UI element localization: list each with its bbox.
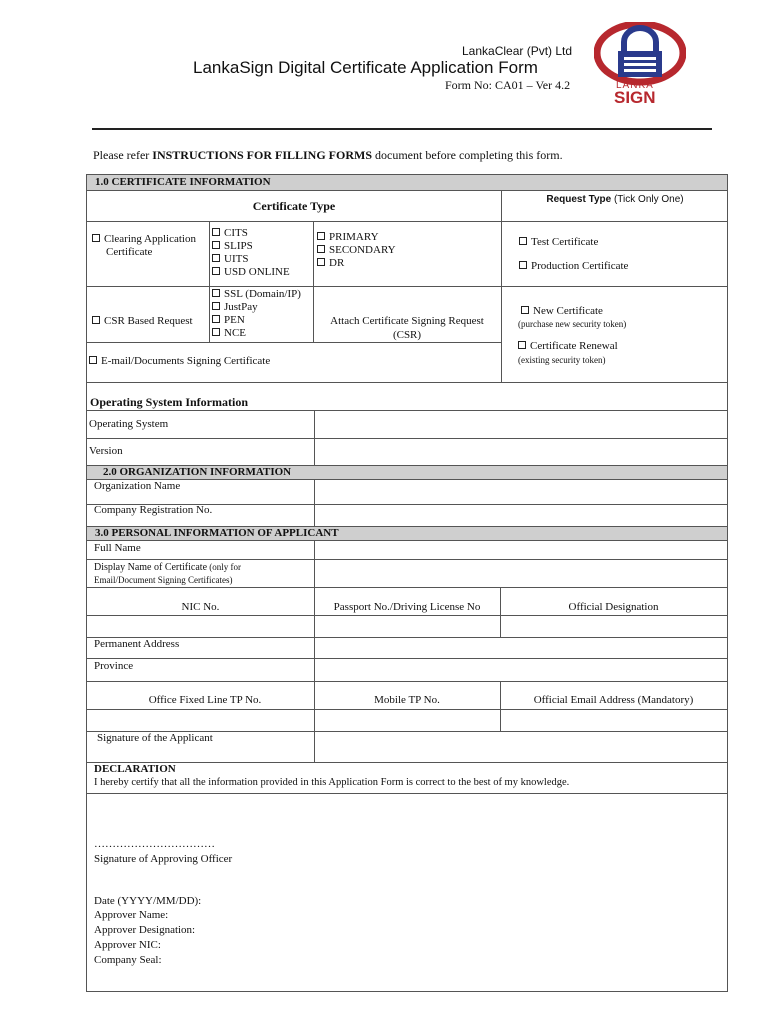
designation-input[interactable] xyxy=(501,616,727,637)
full-name-label: Full Name xyxy=(94,542,141,554)
attach-csr-line-1: Attach Certificate Signing Request xyxy=(330,315,484,327)
option-nce[interactable] xyxy=(212,327,301,340)
company-seal: Company Seal: xyxy=(94,954,162,966)
option-justpay[interactable] xyxy=(212,301,301,314)
checkbox-new-certificate[interactable] xyxy=(521,306,529,314)
option-dr-label: DR xyxy=(329,257,345,269)
checkbox-cits[interactable] xyxy=(212,228,220,236)
option-primary-label: PRIMARY xyxy=(329,231,379,243)
option-slips[interactable] xyxy=(212,240,290,253)
checkbox-email-signing[interactable] xyxy=(89,356,97,364)
checkbox-production-certificate[interactable] xyxy=(519,261,527,269)
option-pen-label: PEN xyxy=(224,314,245,326)
checkbox-csr-based[interactable] xyxy=(92,316,100,324)
designation-label: Official Designation xyxy=(568,601,659,613)
clearing-application-checkbox[interactable] xyxy=(92,234,100,242)
nic-input[interactable] xyxy=(87,616,314,637)
option-uits-label: UITS xyxy=(224,253,249,265)
certificate-type-header: Certificate Type xyxy=(252,199,336,213)
passport-input[interactable] xyxy=(315,616,500,637)
lankasign-logo xyxy=(594,22,686,108)
mobile-input[interactable] xyxy=(315,710,500,731)
province-input[interactable] xyxy=(315,659,727,681)
approver-nic: Approver NIC: xyxy=(94,939,161,951)
company-reg-label: Company Registration No. xyxy=(94,504,213,516)
renewal-label: Certificate Renewal xyxy=(530,340,618,352)
option-usd-online-label: USD ONLINE xyxy=(224,266,290,278)
option-new-certificate[interactable] xyxy=(521,305,603,317)
os-label: Operating System xyxy=(89,418,169,430)
approving-officer-signature: Signature of Approving Officer xyxy=(94,853,233,865)
instruction-prefix: Please refer xyxy=(93,148,153,162)
org-name-input[interactable] xyxy=(315,481,727,504)
section-certificate-info: 1.0 CERTIFICATE INFORMATION xyxy=(87,175,727,191)
os-input[interactable] xyxy=(315,411,727,438)
request-type-rest: (Tick Only One) xyxy=(611,194,684,205)
form-number: Form No: CA01 – Ver 4.2 xyxy=(445,78,571,92)
display-name-label-2: Email/Document Signing Certificates) xyxy=(94,575,233,585)
address-label: Permanent Address xyxy=(94,638,180,650)
section-personal-info: 3.0 PERSONAL INFORMATION OF APPLICANT xyxy=(87,527,727,541)
option-nce-label: NCE xyxy=(224,327,246,339)
mobile-label: Mobile TP No. xyxy=(374,694,440,706)
clearing-application-label-2: Certificate xyxy=(106,246,153,258)
email-label: Official Email Address (Mandatory) xyxy=(533,694,694,706)
production-certificate-label: Production Certificate xyxy=(531,260,629,272)
new-certificate-note: (purchase new security token) xyxy=(518,319,627,329)
display-name-label xyxy=(94,561,241,587)
company-name: LankaClear (Pvt) Ltd xyxy=(462,44,573,58)
nic-label: NIC No. xyxy=(181,601,220,613)
option-justpay-label: JustPay xyxy=(224,301,258,313)
clearing-application-label: Clearing Application xyxy=(104,233,196,245)
option-email-signing[interactable] xyxy=(89,355,270,367)
logo-text-lanka: LANKA xyxy=(616,80,654,91)
fixed-line-input[interactable] xyxy=(87,710,314,731)
checkbox-uits[interactable] xyxy=(212,254,220,262)
option-uits[interactable] xyxy=(212,253,290,266)
checkbox-nce[interactable] xyxy=(212,328,220,336)
environment-options-list xyxy=(317,231,396,270)
clearing-application-option[interactable] xyxy=(92,233,196,259)
email-input[interactable] xyxy=(501,710,727,731)
checkbox-justpay[interactable] xyxy=(212,302,220,310)
passport-label: Passport No./Driving License No xyxy=(333,601,481,613)
option-csr-based[interactable] xyxy=(92,315,193,327)
option-secondary-label: SECONDARY xyxy=(329,244,396,256)
version-input[interactable] xyxy=(315,439,727,465)
checkbox-secondary[interactable] xyxy=(317,245,325,253)
display-name-note: (only for xyxy=(207,562,242,572)
new-certificate-label: New Certificate xyxy=(533,305,603,317)
option-test-certificate[interactable] xyxy=(519,236,598,248)
fixed-line-label: Office Fixed Line TP No. xyxy=(148,694,262,706)
option-slips-label: SLIPS xyxy=(224,240,253,252)
request-type-header xyxy=(510,193,720,207)
header-divider xyxy=(92,128,712,130)
company-reg-input[interactable] xyxy=(315,505,727,526)
os-info-title: Operating System Information xyxy=(90,395,248,409)
approval-dots: …………………………… xyxy=(94,838,215,850)
checkbox-certificate-renewal[interactable] xyxy=(518,341,526,349)
option-ssl-label: SSL (Domain/IP) xyxy=(224,288,301,300)
option-certificate-renewal[interactable] xyxy=(518,340,618,352)
option-production-certificate[interactable] xyxy=(519,260,628,272)
version-label: Version xyxy=(89,445,123,457)
full-name-input[interactable] xyxy=(315,542,727,559)
checkbox-test-certificate[interactable] xyxy=(519,237,527,245)
email-signing-label: E-mail/Documents Signing Certificate xyxy=(101,355,271,367)
csr-based-label: CSR Based Request xyxy=(104,315,193,327)
checkbox-slips[interactable] xyxy=(212,241,220,249)
renewal-note: (existing security token) xyxy=(518,355,606,365)
logo-text-sign: SIGN xyxy=(614,88,656,107)
display-name-label-1: Display Name of Certificate xyxy=(94,562,208,573)
attach-csr-line-2: (CSR) xyxy=(392,329,422,341)
checkbox-pen[interactable] xyxy=(212,315,220,323)
section-organization-info: 2.0 ORGANIZATION INFORMATION xyxy=(87,465,727,480)
form-title: LankaSign Digital Certificate Application Form xyxy=(193,58,538,77)
instruction-bold: INSTRUCTIONS FOR FILLING FORMS xyxy=(152,148,372,162)
checkbox-dr[interactable] xyxy=(317,258,325,266)
option-ssl[interactable] xyxy=(212,288,301,301)
address-input[interactable] xyxy=(315,638,727,658)
clearing-options-list xyxy=(212,227,290,279)
request-type-bold: Request Type xyxy=(546,194,612,205)
attach-csr-note xyxy=(313,314,501,342)
approval-date: Date (YYYY/MM/DD): xyxy=(94,895,202,907)
applicant-signature-label: Signature of the Applicant xyxy=(97,732,213,744)
option-primary[interactable] xyxy=(317,231,396,244)
option-dr[interactable] xyxy=(317,257,396,270)
approver-designation: Approver Designation: xyxy=(94,924,196,936)
checkbox-primary[interactable] xyxy=(317,232,325,240)
org-name-label: Organization Name xyxy=(94,480,181,492)
approver-name: Approver Name: xyxy=(94,909,169,921)
option-secondary[interactable] xyxy=(317,244,396,257)
option-pen[interactable] xyxy=(212,314,301,327)
csr-options-list xyxy=(212,288,301,340)
checkbox-usd-online[interactable] xyxy=(212,267,220,275)
applicant-signature-field[interactable] xyxy=(315,732,727,762)
test-certificate-label: Test Certificate xyxy=(531,236,599,248)
option-cits[interactable] xyxy=(212,227,290,240)
declaration-title: DECLARATION xyxy=(94,763,176,775)
instruction-text xyxy=(93,148,563,163)
declaration-text: I hereby certify that all the information provided in this Application Form is correct to the best of my knowledge. xyxy=(94,777,570,788)
option-usd-online[interactable] xyxy=(212,266,290,279)
instruction-suffix: document before completing this form. xyxy=(372,148,563,162)
province-label: Province xyxy=(94,660,134,672)
display-name-input[interactable] xyxy=(315,560,727,587)
checkbox-ssl[interactable] xyxy=(212,289,220,297)
option-cits-label: CITS xyxy=(224,227,248,239)
